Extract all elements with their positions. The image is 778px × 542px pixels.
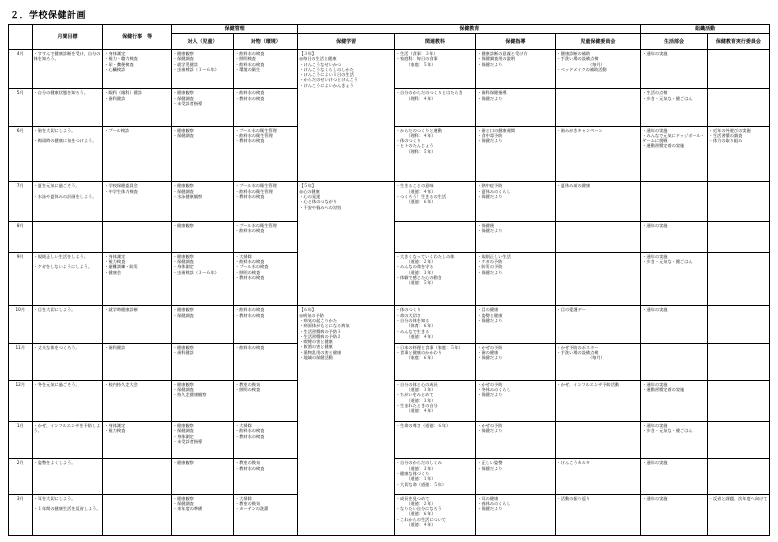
header-month [9, 25, 33, 50]
month-cell: 3月 [9, 494, 33, 535]
gakko-iinkai-cell [707, 89, 769, 126]
seikatsu-cell: ・通年の実施 [641, 50, 707, 89]
month-cell: 6月 [9, 126, 33, 182]
taijin-cell: ・健康観察 ・保健調査 ・就学児健診 ・虫歯検診（１～６年） [171, 50, 233, 89]
kanren-cell: ・日本の料理と食事（家庭：５年） ・食事と健康のかかわり （家庭：６年） [394, 343, 475, 380]
taijin-cell: ・健康観察 ・保健調査 ・未受診者指導 [171, 89, 233, 126]
jido-iinkai-cell: ・かぜ、インフルエンザ予防活動 [555, 380, 641, 421]
events-cell: ・身体測定 ・視力検査 [103, 422, 172, 459]
goal-cell: ・夏を元気に過ごそう。 ・水泳や夏休みの計画をしよう。 [32, 182, 103, 221]
taijin-cell: ・健康観察 ・保健調査 ・来年度の準備 [171, 494, 233, 535]
taibutsu-cell: ・飲料水の検査 ・照明検査 ・飲料水の検査 ・環境の衛生 [234, 50, 298, 89]
taijin-cell: ・健康観察 ・保健調査 ・水泳健康観察 [171, 182, 233, 221]
header-gakushu: 保健学習 [298, 34, 394, 50]
gakko-iinkai-cell [707, 343, 769, 380]
jido-iinkai-cell [555, 252, 641, 306]
shido-cell: ・歯科保健指導 ・保健だより [476, 89, 555, 126]
taibutsu-cell: ・プール水の衛生管理 ・飲料水の検査 [234, 221, 298, 252]
jido-iinkai-cell: ・健康診断の補助 ・手洗い場の設備点検 （毎月） ・ベッドメイクの補助活動 [555, 50, 641, 89]
taijin-cell: ・健康観察 ・保健調査 ・身体測定 ・虫歯検診（３～６年） [171, 252, 233, 306]
seikatsu-cell: ・生活の点検 ・歩き・元気な・健ごはん [641, 89, 707, 126]
health-plan-table [8, 24, 770, 536]
table-row [9, 182, 770, 221]
jido-iinkai-cell [555, 221, 641, 252]
shido-cell: ・熱中症予防 ・夏休みのくらし ・保健だより [476, 182, 555, 221]
month-cell: 8月 [9, 221, 33, 252]
kanren-cell: ・生きることの意味 （道徳：４年） ・つくろう！生きるの生活 （道徳：６年） [394, 182, 475, 221]
header-gakko-iinkai: 保健教育実行委員会 [707, 34, 769, 50]
header-seikatsu: 生活部会 [641, 34, 707, 50]
seikatsu-cell: ・通年の実施 [641, 221, 707, 252]
seikatsu-cell: ・通年の実施 ・歩き・元気な・健ごはん [641, 422, 707, 459]
page-heading: ２．学校保健計画 [10, 11, 87, 21]
events-cell: ・プール検診 [103, 126, 172, 182]
seikatsu-cell: ・通年の実施 ・運動習慣定着の実施 [641, 380, 707, 421]
jido-iinkai-cell: ・夏休み前の健康 [555, 182, 641, 221]
month-cell: 12月 [9, 380, 33, 421]
gakushu-cell: 【３年】 ◎毎日の生活と健康 ・けんこうなせいかつ ・けんこうなくらしのしかた ・けんこうによい１日の生活 ・からだのせいけつとけんこう ・けんこうによいかんきょう [298, 50, 394, 182]
gakko-iinkai-cell [707, 221, 769, 252]
kanren-cell: ・大きくなっていくわたしの体 （道徳：２年） ・みんなの命を守る （道徳：３年） ・体験で感じた心の動き （道徳：５年） [394, 252, 475, 306]
month-cell: 5月 [9, 89, 33, 126]
taibutsu-cell: ・飲料水の検査 ・教材水の検査 [234, 89, 298, 126]
goal-cell: ・冬を元気に過ごそう。 [32, 380, 103, 421]
events-cell: ・校内持久走大会 [103, 380, 172, 421]
month-cell: 7月 [9, 182, 33, 221]
header-group-katsudo: 組織活動 [641, 25, 770, 34]
goal-cell: ・目を大切にしよう。 [32, 306, 103, 343]
jido-iinkai-cell: ・活動の振り返り [555, 494, 641, 535]
goal-cell: ・すすんで健康診断を受け、自分の体を知ろう。 [32, 50, 103, 89]
kanren-cell: ・成長を見つめて （道徳：２年） ・なりたい自分になろう （道徳：６年） ・これからの生活について （道徳：４年） [394, 494, 475, 535]
gakko-iinkai-cell [707, 306, 769, 343]
header-taijin: 対人（児童） [171, 34, 233, 50]
seikatsu-cell [641, 343, 707, 380]
seikatsu-cell: ・通年の実施 ・みんなで元気にドッジボール・ゲームに挑戦 ・運動習慣定着の実施 [641, 126, 707, 182]
seikatsu-cell [641, 182, 707, 221]
shido-cell: ・歯と口の健康週間 ・食中毒予防 ・保健だより [476, 126, 555, 182]
taibutsu-cell: ・飲料水の検査 [234, 343, 298, 380]
goal-cell: ・かぜ、インフルエンザを予防しよう。 [32, 422, 103, 459]
shido-cell: ・目の健康 ・姿勢と健康 ・保健だより [476, 306, 555, 343]
seikatsu-cell: ・通年の実施 [641, 459, 707, 494]
month-cell: 10月 [9, 306, 33, 343]
seikatsu-cell: ・通年の実施 [641, 306, 707, 343]
goal-cell: ・耳を大切にしよう。 ・１年間の健康生活を反省しよう。 [32, 494, 103, 535]
header-group-kyoiku: 保健教育 [298, 25, 641, 34]
month-cell: 11月 [9, 343, 33, 380]
plan-body [9, 50, 770, 536]
goal-cell [32, 221, 103, 252]
kanren-cell: ・自分の体と心の成長 （道徳：１年） ・ちがいをみとめて （道徳：３年） ・生まれたときの自分 （道徳：４年） [394, 380, 475, 421]
events-cell: ・就学時健康診断 [103, 306, 172, 343]
kanren-cell: ・自分のからだのつくりとはたらき （理科：４年） [394, 89, 475, 126]
goal-cell: ・規則正しい生活をしよう。 ・ケガをしないようにしよう。 [32, 252, 103, 306]
header-kanren: 関連教科 [394, 34, 475, 50]
taibutsu-cell: ・プール水の衛生管理 ・飲料水の衛生管理 ・教材水の検査 [234, 126, 298, 182]
taibutsu-cell: ・大掃除 ・飲料水の検査 ・プール水の検査 ・照明の検査 ・教材水の検査 [234, 252, 298, 306]
events-cell [103, 221, 172, 252]
shido-cell: ・かぜの予防 ・保健だより [476, 422, 555, 459]
shido-cell: ・かぜの予防 ・冬休みのくらし ・保健だより [476, 380, 555, 421]
gakushu-cell: 【６年】 ◎病気の予防 ・病気の起こりかた ・病原体がもとになる病気 ・生活習慣病の予防１ ・生活習慣病の予防２ ・喫煙の害と健康 ・飲酒の害と健康 ・薬物乱用の害と健康 ・地域の保健活動 [298, 306, 394, 536]
events-cell [103, 459, 172, 494]
goal-cell: ・姿勢をよくしよう。 [32, 459, 103, 494]
shido-cell: ・健康診断の意義と受け方 ・保健調査用の説明 ・保健だより [476, 50, 555, 89]
kanren-cell: ・自分のからだのしくみ （道徳：３年） ・健康な体づくり （道徳：１年） ・大切な命（道徳：５年） [394, 459, 475, 494]
taijin-cell: ・健康観察 ・保健調査 ・持久走健康観察 [171, 380, 233, 421]
gakko-iinkai-cell: ・近年の外遊びの実施 ・生活習慣の調査 ・体力の取り組み [707, 126, 769, 182]
taibutsu-cell: ・プール水の衛生管理 ・飲料水の衛生管理 ・教材水の検査 [234, 182, 298, 221]
gakko-iinkai-cell [707, 459, 769, 494]
kanren-cell: ・生命の尊さ（道徳：６年） [394, 422, 475, 459]
jido-iinkai-cell: ・歯みがきキャンペーン [555, 126, 641, 182]
events-cell: ・身体測定 ・視力・聴力検査 ・尿・糞便検査 ・心臓検診 [103, 50, 172, 89]
taijin-cell: ・健康観察 ・保健調査 ・身体測定 ・未受診者指導 [171, 422, 233, 459]
kanren-cell: ・体のつくり ・命の大切さ ・自分の体を知る （体育：６年） ・みんなで生きる （道徳：４年） [394, 306, 475, 343]
gakushu-cell: 【５年】 ◎心の健康 ・心の発達 ・心と体のつながり ・不安や悩みへの対処 [298, 182, 394, 306]
shido-cell: ・かぜの予防 ・歯の健康 ・保健だより [476, 343, 555, 380]
gakko-iinkai-cell [707, 50, 769, 89]
month-cell: 1月 [9, 422, 33, 459]
gakko-iinkai-cell [707, 182, 769, 221]
month-cell: 9月 [9, 252, 33, 306]
taijin-cell: ・健康観察 ・保健調査 [171, 126, 233, 182]
taibutsu-cell: ・教室の換気 ・教材水の検査 [234, 459, 298, 494]
gakko-iinkai-cell [707, 422, 769, 459]
seikatsu-cell: ・通年の実施 [641, 494, 707, 535]
shido-cell: ・耳の健康 ・春休みのくらし ・保健だより [476, 494, 555, 535]
kanren-cell: ・からだのつくりと運動 （理科：４年） ・体のつくり ・ヒトのたんじょう （理科：５年） [394, 126, 475, 182]
taijin-cell: ・健康観察 ・保健調査 [171, 306, 233, 343]
taijin-cell: ・健康観察 [171, 221, 233, 252]
taijin-cell: ・健康観察 [171, 459, 233, 494]
header-group-kanri: 保健管理 [171, 25, 297, 34]
goal-cell: ・丈夫な体をつくろう。 [32, 343, 103, 380]
taibutsu-cell: ・飲料水の検査 ・教材水の検査 [234, 306, 298, 343]
kanren-cell [394, 221, 475, 252]
month-cell: 4月 [9, 50, 33, 89]
header-jido-iinkai: 児童保健委員会 [555, 34, 641, 50]
header-shido: 保健指導 [476, 34, 555, 50]
kanren-cell: ・生活（食事：３年） ・家庭科：毎日の食事 （家庭：５年） [394, 50, 475, 89]
taibutsu-cell: ・大掃除 ・教室の換気 ・カーテンの洗濯 [234, 494, 298, 535]
goal-cell: ・歯を大切にしよう。 ・梅雨時の健康に気をつけよう。 [32, 126, 103, 182]
shido-cell: ・保健便 ・保健だより [476, 221, 555, 252]
jido-iinkai-cell: ・目の愛護デー [555, 306, 641, 343]
jido-iinkai-cell [555, 89, 641, 126]
events-cell: ・歯科健診 [103, 343, 172, 380]
gakko-iinkai-cell: ・反省と課題、次年度へ向けて [707, 494, 769, 535]
gakko-iinkai-cell [707, 252, 769, 306]
goal-cell: ・自分の健康状態を知ろう。 [32, 89, 103, 126]
jido-iinkai-cell [555, 422, 641, 459]
taijin-cell: ・健康観察 ・歯科健診 [171, 343, 233, 380]
month-cell: 2月 [9, 459, 33, 494]
header-taibutsu: 対物（環境） [234, 34, 298, 50]
header-goal: 月間目標 [32, 25, 103, 50]
jido-iinkai-cell: ・かぜ予防のポスター ・手洗い場の設備点検 （毎月） [555, 343, 641, 380]
taibutsu-cell: ・教室の換気 ・照明の検査 [234, 380, 298, 421]
header-events: 保健行事 等 [103, 25, 172, 50]
taibutsu-cell: ・大掃除 ・飲料水の検査 ・教材水の検査 [234, 422, 298, 459]
events-cell: ・眼科（眼科）健診 ・歯科健診 [103, 89, 172, 126]
shido-cell: ・正しい姿勢 ・保健だより [476, 459, 555, 494]
shido-cell: ・規則正しい生活 ・ケガの予防 ・防災の予防 ・保健だより [476, 252, 555, 306]
events-cell [103, 494, 172, 535]
gakko-iinkai-cell [707, 380, 769, 421]
table-row [9, 50, 770, 89]
events-cell: ・学校保健委員会 ・中学生体力検査 [103, 182, 172, 221]
seikatsu-cell: ・通年の実施 ・歩き・元気な・健ごはん [641, 252, 707, 306]
jido-iinkai-cell: ・けんこうカルタ [555, 459, 641, 494]
table-row [9, 306, 770, 343]
events-cell: ・身体測定 ・視力検査 ・避難訓練・防災 ・健康会 [103, 252, 172, 306]
